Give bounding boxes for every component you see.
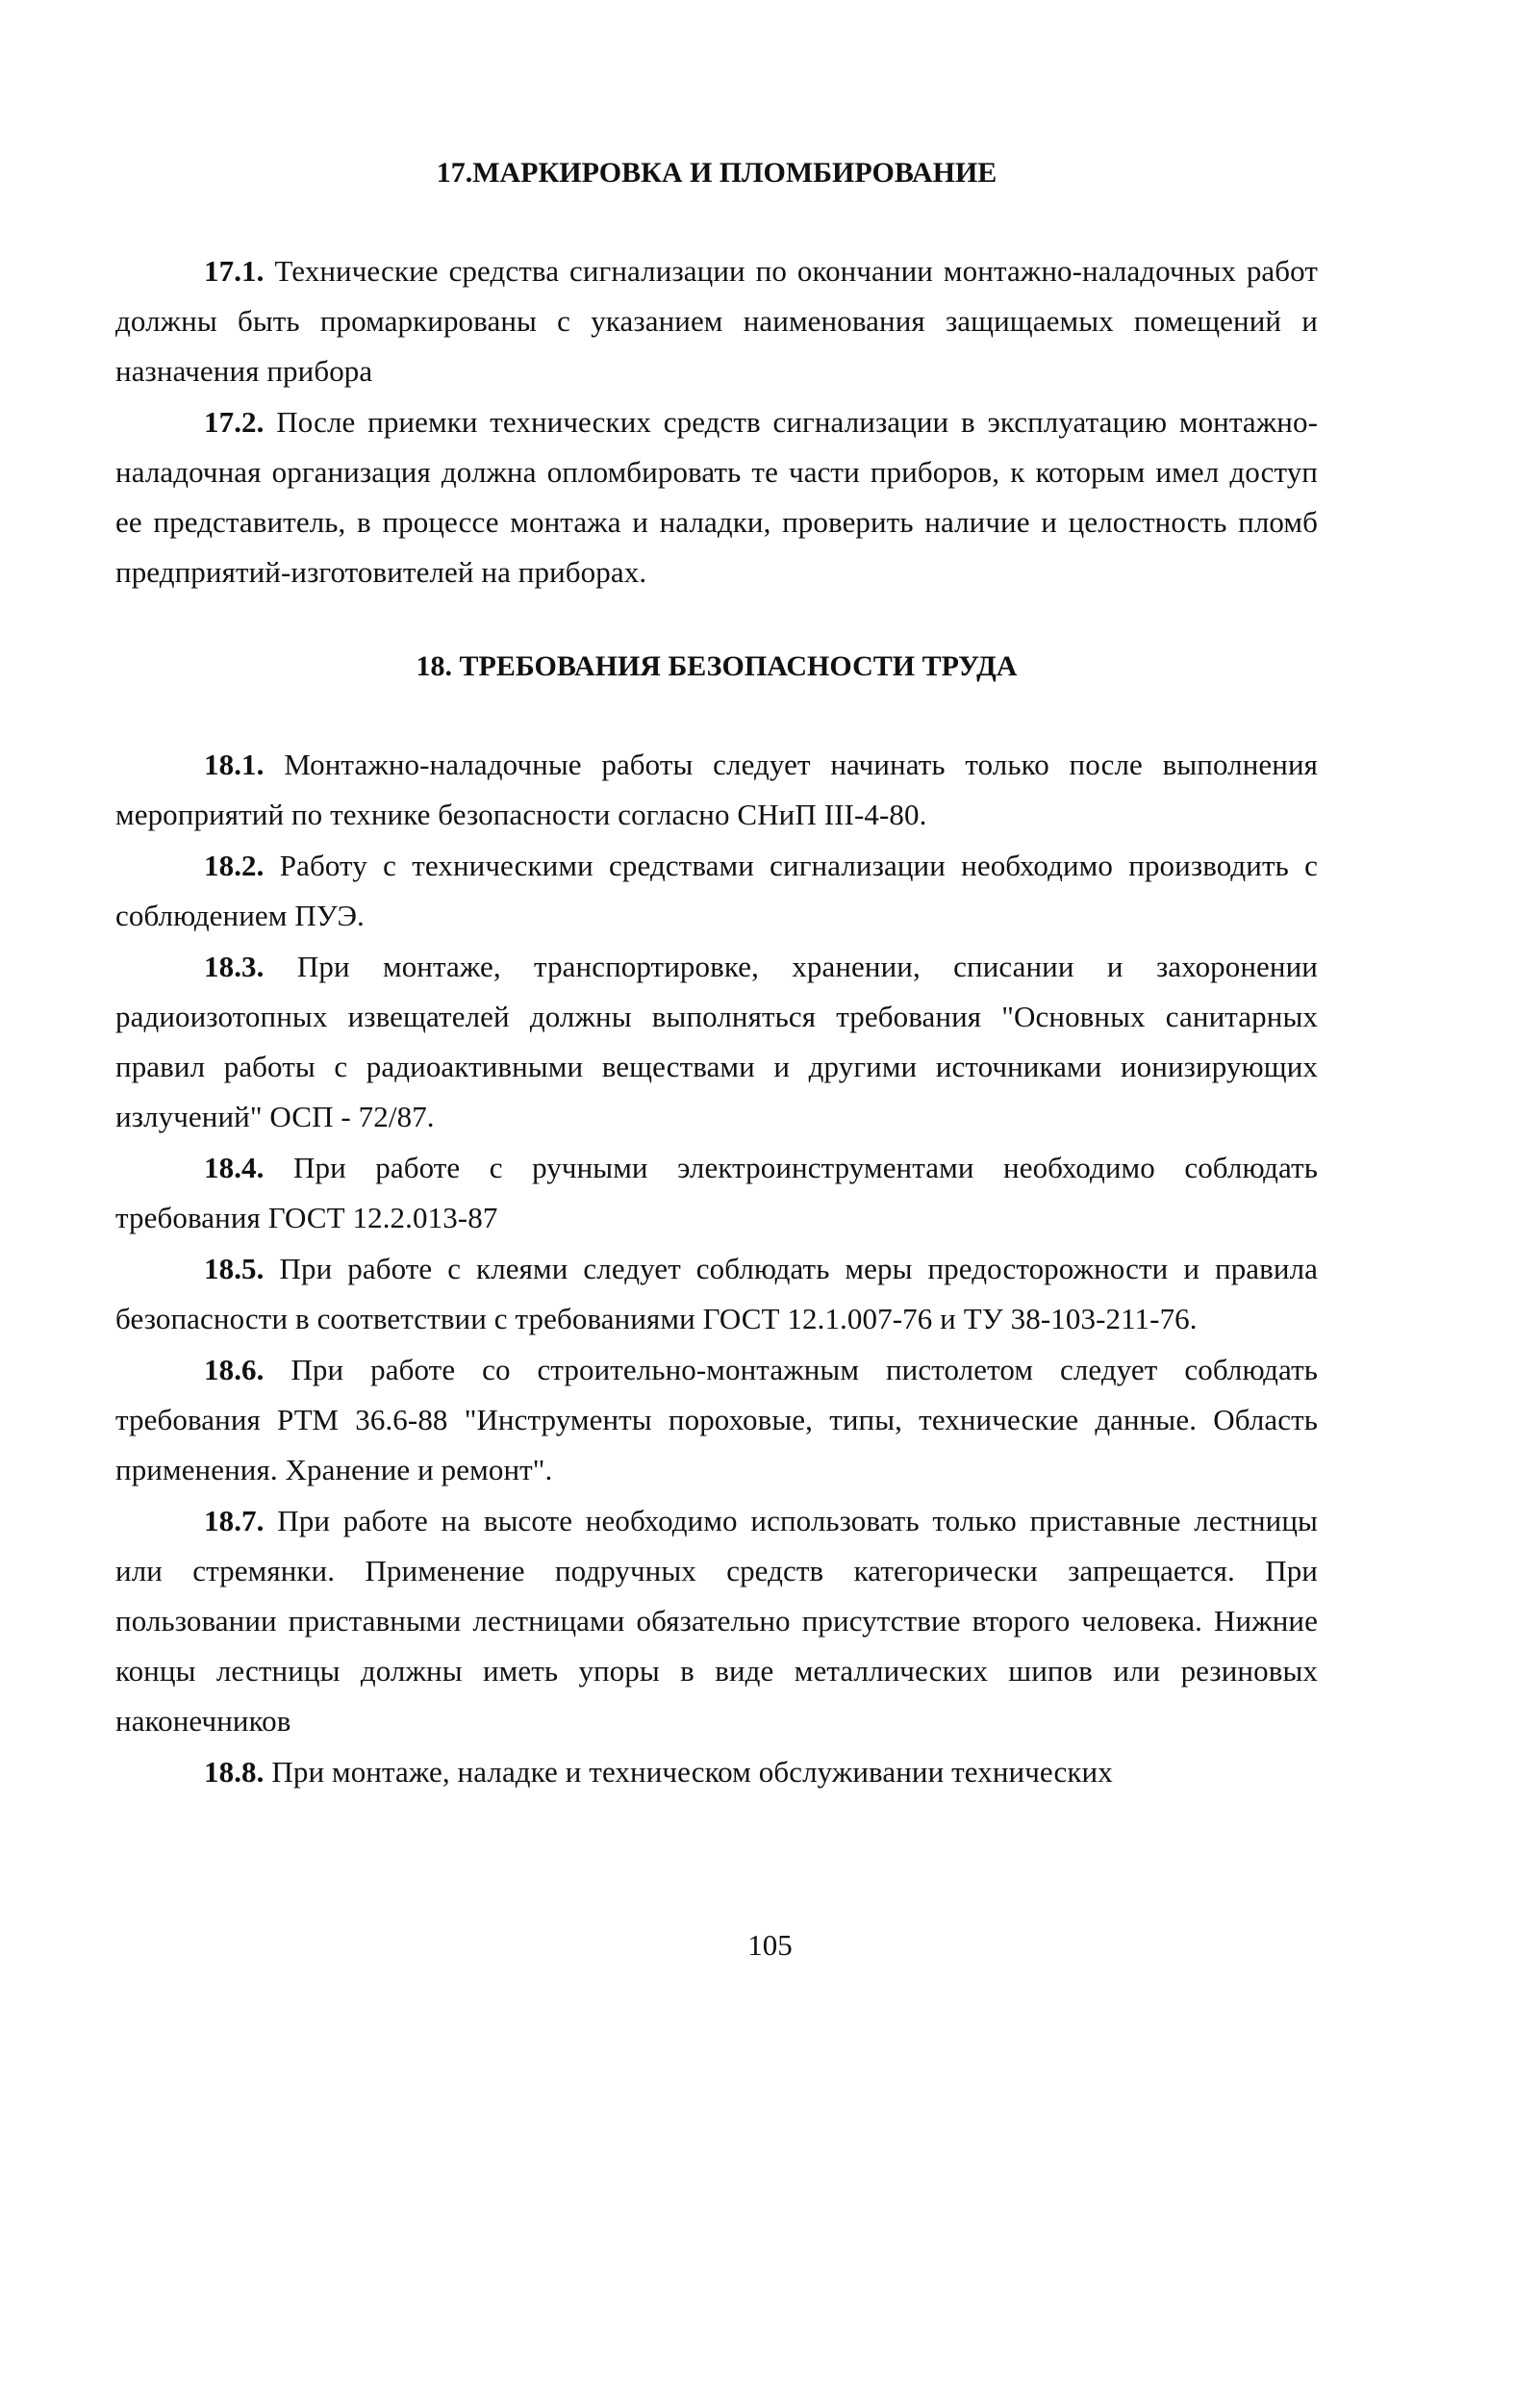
paragraph-number: 18.5. [204,1252,265,1285]
paragraph-text: При монтаже, транспортировке, хранении, списании и захоронении радиоизотопных извещателей должны выполняться требования "Основных санитарных правил работы с радиоактивными веществами и другими источниками ионизирующих излучений" ОСП - 72/87. [115,950,1318,1133]
paragraph-text: При работе на высоте необходимо использовать только приставные лестницы или стремянки. Применение подручных средств категорически запрещается. При пользовании приставными лестницами обязательно присутствие второго человека. Нижние концы лестницы должны иметь упоры в виде металлических шипов или резиновых наконечников [115,1504,1318,1738]
paragraph-18-6 [115,1345,1318,1495]
document-page [115,144,1318,1798]
paragraph-text: При работе с клеями следует соблюдать меры предосторожности и правила безопасности в соответствии с требованиями ГОСТ 12.1.007-76 и ТУ 38-103-211-76. [115,1252,1319,1335]
paragraph-18-7 [115,1496,1318,1746]
paragraph-number: 17.1. [204,254,265,288]
paragraph-18-5 [115,1244,1318,1344]
paragraph-17-1 [115,246,1318,396]
paragraph-number: 18.1. [204,748,265,781]
paragraph-number: 18.8. [204,1755,265,1789]
paragraph-18-8 [115,1747,1318,1797]
paragraph-number: 18.4. [204,1151,265,1184]
paragraph-17-2 [115,397,1318,597]
paragraph-text: При работе с ручными электроинструментами необходимо соблюдать требования ГОСТ 12.2.013-87 [115,1151,1318,1234]
paragraph-text: После приемки технических средств сигнализации в эксплуатацию монтажно-наладочная организация должна опломбировать те части приборов, к которым имел доступ ее представитель, в процессе монтажа и наладки, проверить наличие и целостность пломб предприятий-изготовителей на приборах. [115,405,1318,589]
paragraph-text: Работу с техническими средствами сигнализации необходимо производить с соблюдением ПУЭ. [115,849,1318,932]
paragraph-18-3 [115,942,1318,1142]
section-17-heading: 17.МАРКИРОВКА И ПЛОМБИРОВАНИЕ [436,157,997,189]
paragraph-18-4 [115,1143,1318,1243]
paragraph-text: Технические средства сигнализации по окончании монтажно-наладочных работ должны быть промаркированы с указанием наименования защищаемых помещений и назначения прибора [115,254,1318,388]
paragraph-number: 18.3. [204,950,265,983]
paragraph-18-1 [115,740,1318,840]
paragraph-number: 18.2. [204,849,265,882]
page-number: 105 [747,1928,793,1962]
paragraph-text: Монтажно-наладочные работы следует начинать только после выполнения мероприятий по технике безопасности согласно СНиП III-4-80. [115,748,1318,831]
paragraph-number: 18.6. [204,1353,265,1386]
paragraph-number: 17.2. [204,405,265,439]
paragraph-text: При работе со строительно-монтажным пистолетом следует соблюдать требования РТМ 36.6-88 "Инструменты пороховые, типы, технические данные. Область применения. Хранение и ремонт". [115,1353,1318,1486]
paragraph-18-2 [115,841,1318,941]
section-18-heading: 18. ТРЕБОВАНИЯ БЕЗОПАСНОСТИ ТРУДА [416,650,1018,682]
paragraph-number: 18.7. [204,1504,265,1537]
paragraph-text: При монтаже, наладке и техническом обслуживании технических [271,1755,1113,1789]
